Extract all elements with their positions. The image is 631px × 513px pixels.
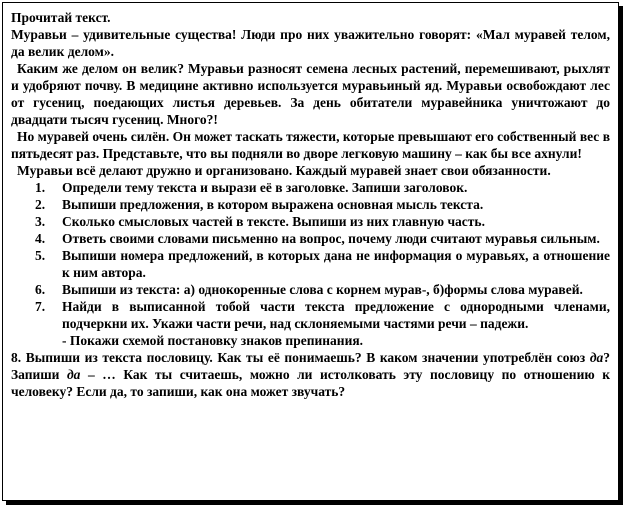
task-text: Выпиши номера предложений, в которых дана не информация о муравьях, а отношение к ним автора. xyxy=(62,248,610,280)
task-text: Выпиши из текста: а) однокоренные слова с корнем мурав-, б)формы слова муравей. xyxy=(62,282,583,297)
task-text: Выпиши предложения, в котором выражена основная мысль текста. xyxy=(62,197,484,212)
task-8-part1: Выпиши из текста пословицу. Как ты её понимаешь? В каком значении употреблён союз xyxy=(25,350,590,365)
heading: Прочитай текст. xyxy=(11,10,111,25)
task-number: 1. xyxy=(35,180,46,195)
task-7-subitem: - Покажи схемой постановку знаков препинания. xyxy=(62,333,364,348)
paragraph-3: Но муравей очень силён. Он может таскать тяжести, которые превышают его собственный вес в пятьдесят раз. Представьте, что вы подняли во дворе легковую машину – как бы все ахнули! xyxy=(11,129,610,161)
task-text: Сколько смысловых частей в тексте. Выпиши из них главную часть. xyxy=(62,214,485,229)
paragraph-2: Каким же делом он велик? Муравьи разносят семена лесных растений, перемешивают, рыхлят и удобряют почву. В медицине активно используется муравьиный яд. Муравьи освобождают лес от гусениц, поедающих листья деревьев. За день обитатели муравейника уничтожают до двадцати тысяч гусениц. Много?! xyxy=(11,61,610,127)
task-item xyxy=(11,230,610,247)
paragraph-1: Муравьи – удивительные существа! Люди про них уважительно говорят: «Мал муравей телом, да велик делом». xyxy=(11,27,610,59)
task-8-number: 8. xyxy=(11,350,22,365)
task-number: 3. xyxy=(35,214,46,229)
task-8-part2: ? Запиши xyxy=(11,350,611,382)
task-number: 7. xyxy=(35,299,46,314)
text-box xyxy=(2,2,619,501)
task-text: Ответь своими словами письменно на вопрос, почему люди считают муравья сильным. xyxy=(62,231,600,246)
task-number: 2. xyxy=(35,197,46,212)
task-item xyxy=(11,298,610,332)
task-item xyxy=(11,213,610,230)
task-8-word2: да xyxy=(66,367,81,382)
task-number: 4. xyxy=(35,231,46,246)
task-item xyxy=(11,179,610,196)
paragraph-4: Муравьи всё делают дружно и организовано. Каждый муравей знает свои обязанности. xyxy=(17,163,551,178)
task-8 xyxy=(11,349,610,400)
task-8-word1: да xyxy=(589,350,604,365)
task-number: 6. xyxy=(35,282,46,297)
task-number: 5. xyxy=(35,248,46,263)
task-8-part3: – … Как ты считаешь, можно ли истолковать эту пословицу по отношению к человеку? Если да, то запиши, как она может звучать? xyxy=(11,367,611,399)
task-text: Найди в выписанной тобой части текста предложение с однородными членами, подчеркни их. Укажи части речи, над склоняемыми частями речи – падежи. xyxy=(62,299,610,331)
task-item xyxy=(11,247,610,281)
task-item xyxy=(11,281,610,298)
task-list xyxy=(11,179,610,332)
task-text: Определи тему текста и вырази её в заголовке. Запиши заголовок. xyxy=(62,180,468,195)
task-item xyxy=(11,196,610,213)
